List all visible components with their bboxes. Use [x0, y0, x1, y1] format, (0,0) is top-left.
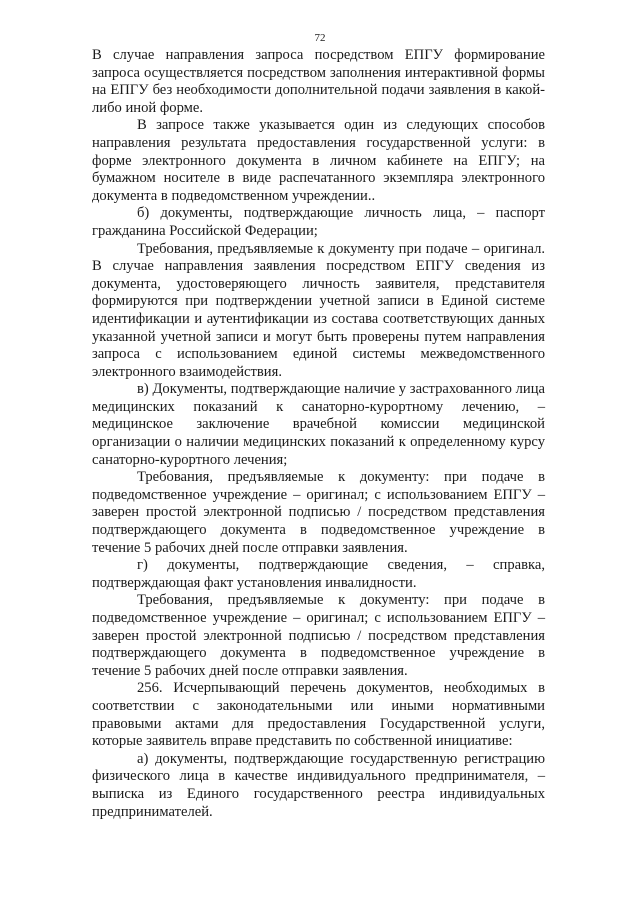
- page-number: 72: [314, 32, 326, 44]
- paragraph-256-exhaustive-list: 256. Исчерпывающий перечень документов, необходимых в соответствии с законодательными или иными нормативными правовыми актами для предоставления Государственной услуги, которые заявитель вправе представить по собственной инициативе:: [92, 680, 545, 750]
- paragraph-result-delivery: В запросе также указывается один из следующих способов направления результата предоставления государственной услуги: в форме электронного документа в личном кабинете на ЕПГУ; на бумажном носителе в виде распечатанного экземпляра электронного документа в подведомственном учреждении..: [92, 117, 545, 204]
- paragraph-epgu-request: В случае направления запроса посредством ЕПГУ формирование запроса осуществляется посредством заполнения интерактивной формы на ЕПГУ без необходимости дополнительной подачи заявления в какой-либо иной форме.: [92, 47, 545, 116]
- paragraph-entrepreneur-registration: а) документы, подтверждающие государственную регистрацию физического лица в качестве индивидуального предпринимателя, – выписка из Единого государственного реестра индивидуальных предпринимателей.: [92, 750, 545, 820]
- paragraph-medical-requirements: Требования, предъявляемые к документу: при подаче в подведомственное учреждение – оригинал; с использованием ЕПГУ – заверен простой электронной подписью / посредством представления подтверждающего документа в подведомственное учреждение в течение 5 рабочих дней после отправки заявления.: [92, 469, 545, 556]
- paragraph-identity-documents: б) документы, подтверждающие личность лица, – паспорт гражданина Российской Федерации;: [92, 205, 545, 239]
- paragraph-medical-documents: в) Документы, подтверждающие наличие у застрахованного лица медицинских показаний к санаторно-курортному лечению, – медицинское заключение врачебной комиссии медицинской организации о наличии медицинских показаний к определенному курсу санаторно-курортного лечения;: [92, 381, 545, 468]
- paragraph-disability-requirements: Требования, предъявляемые к документу: при подаче в подведомственное учреждение – оригинал; с использованием ЕПГУ – заверен простой электронной подписью / посредством представления подтверждающего документа в подведомственное учреждение в течение 5 рабочих дней после отправки заявления.: [92, 592, 545, 679]
- document-body: [92, 47, 545, 821]
- paragraph-identity-requirements: Требования, предъявляемые к документу при подаче – оригинал. В случае направления заявления посредством ЕПГУ сведения из документа, удостоверяющего личность заявителя, представителя формируются при подтверждении учетной записи в Единой системе идентификации и аутентификации из состава соответствующих данных указанной учетной записи и могут быть проверены путем направления запроса с использованием единой системы межведомственного электронного взаимодействия.: [92, 240, 545, 380]
- paragraph-disability-documents: г) документы, подтверждающие сведения, – справка, подтверждающая факт установления инвалидности.: [92, 557, 545, 591]
